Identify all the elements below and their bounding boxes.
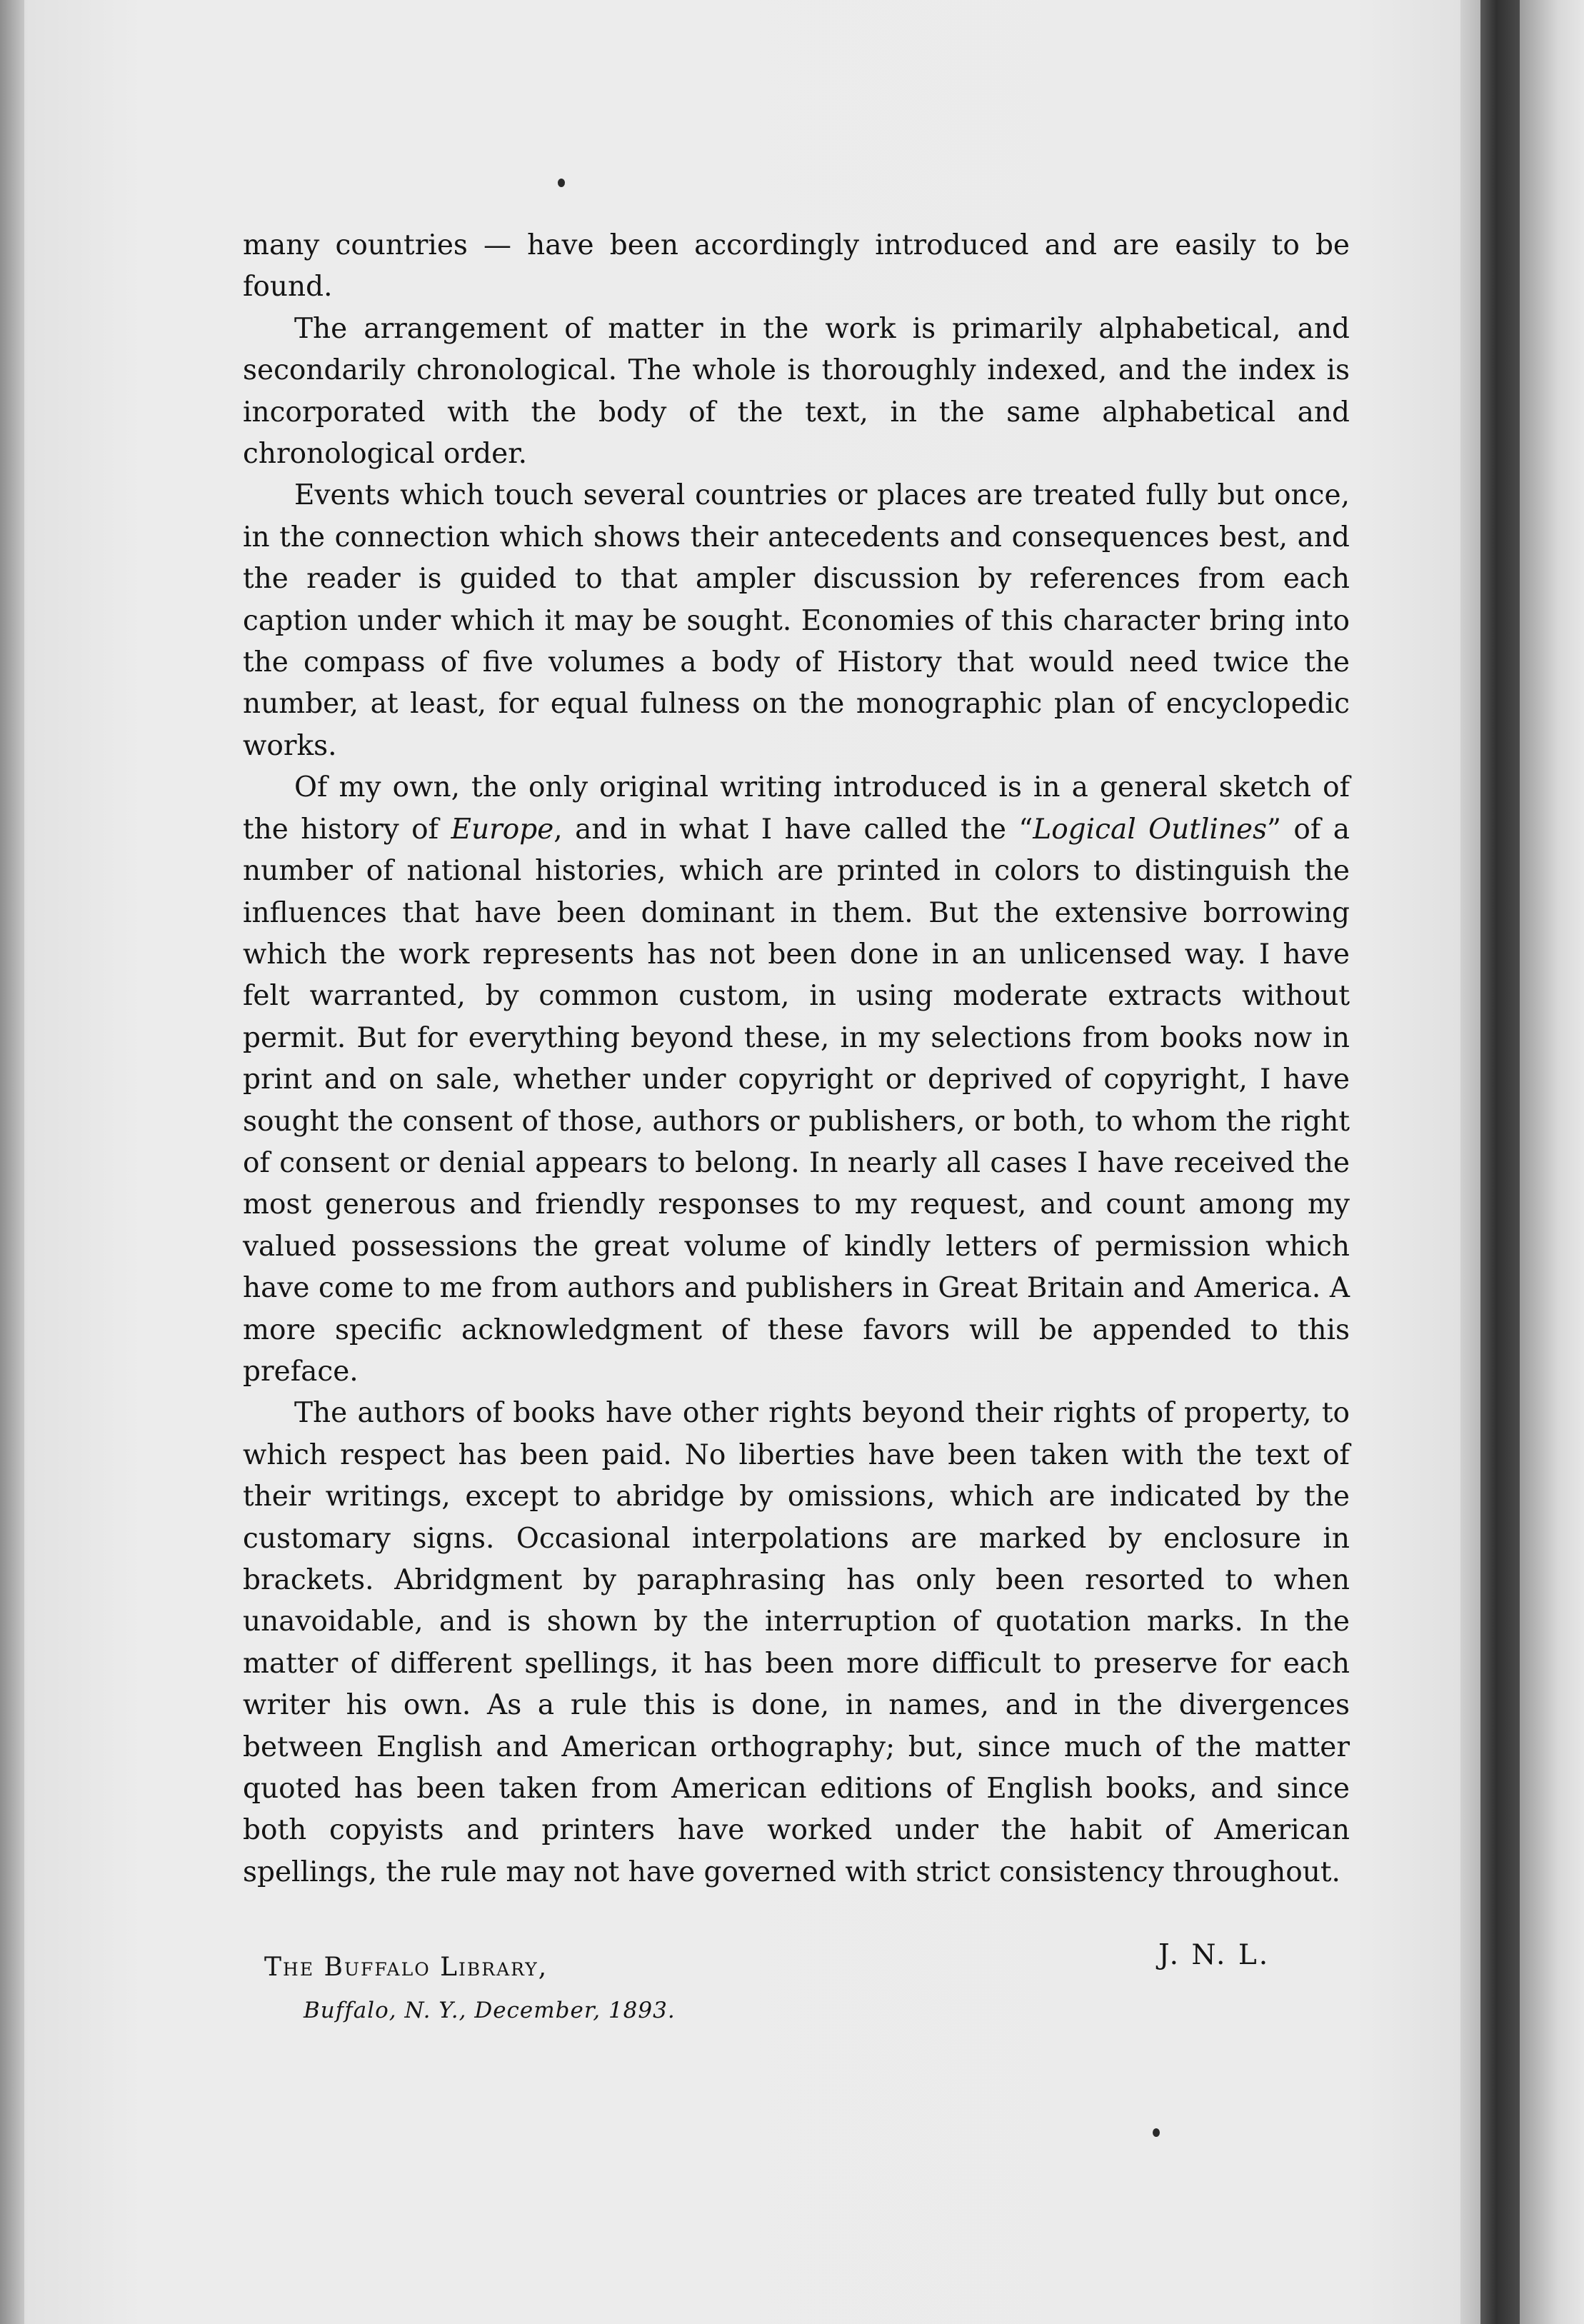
signature-initials: J. N. L. [1158,1939,1270,1971]
place-and-date: Buffalo, N. Y., December, 1893. [304,1998,676,2023]
logical-outlines-italic: Logical Outlines [1033,813,1268,846]
ink-speck-bottom [1153,2128,1160,2137]
paragraph-4-part-3: ” of a number of national histories, which are printed in colors to distinguish the influences that have been dominant in them. But the extensive borrowing which the work represents has not been done in an unlicensed way. I have felt warranted, by common custom, in using moderate extracts without permit. But for everything beyond these, in my selections from books now in print and on sale, whether under copyright or deprived of copyright, I have sought the consent of those, authors or publishers, or both, to whom the right of consent or denial appears to belong. In nearly all cases I have received the most generous and friendly responses to my request, and count among my valued possessions the great volume of kindly letters of permission which have come to me from authors and publishers in Great Britain and America. A more specific acknowledgment of these favors will be appended to this preface. [243,813,1350,1388]
preface-body [243,225,1350,1893]
facing-page-edge [1520,0,1584,2324]
binding-shadow [1460,0,1480,2324]
paragraph-1: many countries — have been accordingly introduced and are easily to be found. [243,229,1350,304]
paragraph-2: The arrangement of matter in the work is primarily alphabetical, and secondarily chronological. The whole is thoroughly indexed, and the index is incorporated with the body of the text, in the same alphabetical and chronological order. [243,312,1350,471]
paragraph-4-part-1: Of my own, the only original writing introduced is in a general sketch of the history of [243,771,1350,846]
paragraph-5: The authors of books have other rights beyond their rights of property, to which respect has been paid. No liberties have been taken with the text of their writings, except to abridge by omissions, which are indicated by the customary signs. Occasional interpolations are marked by enclosure in brackets. Abridgment by paraphrasing has only been resorted to when unavoidable, and is shown by the interruption of quotation marks. In the matter of different spellings, it has been more difficult to preserve for each writer his own. As a rule this is done, in names, and in the divergences between English and American orthography; but, since much of the matter quoted has been taken from American editions of English books, and since both copyists and printers have worked under the habit of American spellings, the rule may not have governed with strict consistency throughout. [243,1397,1350,1888]
paragraph-4 [243,767,1350,1393]
paragraph-4-part-2: , and in what I have called the “ [553,813,1033,846]
book-binding [1480,0,1520,2324]
europe-italic: Europe [451,813,554,846]
page-left-edge [0,0,24,2324]
paragraph-3: Events which touch several countries or places are treated fully but once, in the connection which shows their antecedents and consequences best, and the reader is guided to that ampler discussion by references from each caption under which it may be sought. Economies of this character bring into the compass of five volumes a body of History that would need twice the number, at least, for equal fulness on the monographic plan of encyclopedic works. [243,479,1350,762]
library-name: The Buffalo Library, [264,1953,548,1982]
ink-speck-top [558,179,565,187]
